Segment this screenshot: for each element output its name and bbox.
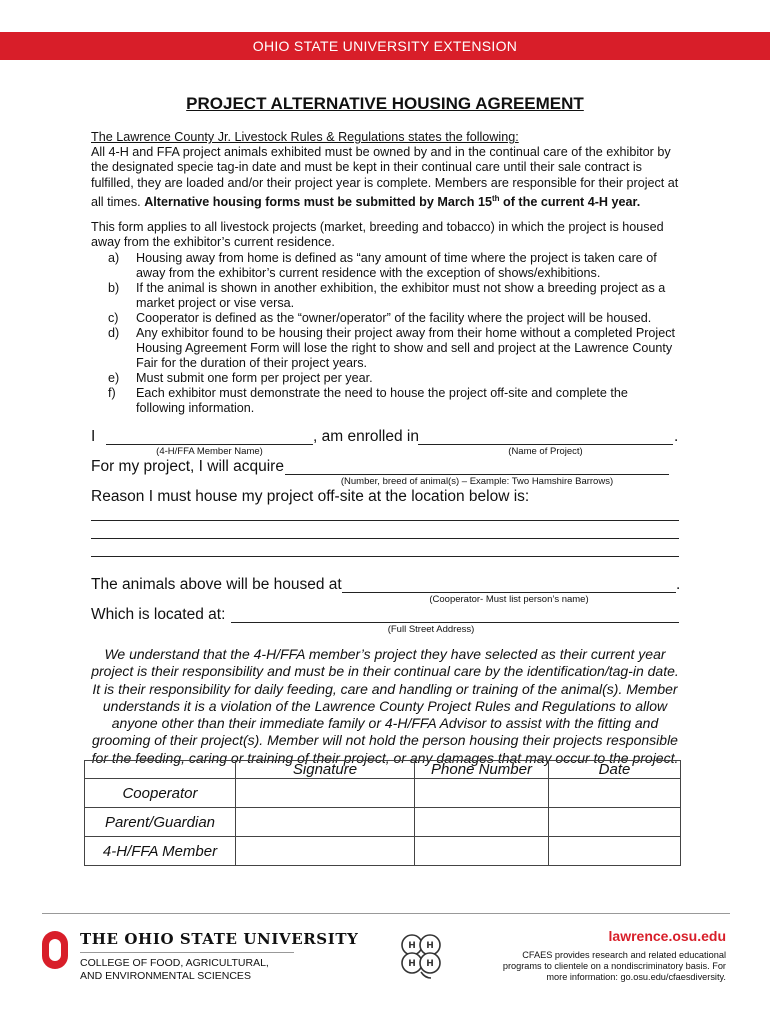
table-header-row <box>85 761 681 779</box>
agreement-statement <box>91 646 679 767</box>
cooperator-field[interactable] <box>342 576 676 593</box>
4h-clover-icon <box>395 928 447 980</box>
statement-line: for the feeding, caring or training of their project, or any damages that may occur to the project. <box>91 749 679 766</box>
intro-line-start: all times. <box>91 195 141 209</box>
scope-line: away from the exhibitor’s current residence. <box>91 235 335 250</box>
reason-line-2[interactable] <box>91 538 679 539</box>
statement-line: We understand that the 4-H/FFA member’s project they have selected as their current year <box>104 646 666 662</box>
rule-item <box>108 371 708 386</box>
reason-label: Reason I must house my project off-site at the location below is: <box>91 488 530 505</box>
cooperator-phone-cell[interactable] <box>415 779 549 808</box>
located-label: Which is located at: <box>91 606 226 623</box>
university-name: THE OHIO STATE UNIVERSITY <box>80 930 359 948</box>
rule-item <box>108 251 708 281</box>
college-name: COLLEGE OF FOOD, AGRICULTURAL, AND ENVIRONMENTAL SCIENCES <box>80 957 269 982</box>
rule-text: Must submit one form per project per year. <box>136 371 373 385</box>
address-hint: (Full Street Address) <box>387 624 475 635</box>
acquire-hint: (Number, breed of animal(s) – Example: Two Hamshire Barrows) <box>340 476 614 487</box>
website-link[interactable]: lawrence.osu.edu <box>608 928 726 944</box>
rule-item <box>108 386 708 416</box>
rule-text: Housing Agreement Form will lose the right to show and sell and project at the Lawrence County <box>136 341 673 355</box>
intro-heading: The Lawrence County Jr. Livestock Rules & Regulations states the following: <box>91 130 519 144</box>
housed-period: . <box>676 576 681 593</box>
table-header-date: Date <box>549 761 681 779</box>
intro-line <box>91 191 691 210</box>
table-header-phone: Phone Number <box>415 761 549 779</box>
signature-table <box>84 760 681 866</box>
rule-text: Any exhibitor found to be housing their project away from their home without a completed Project <box>136 326 676 340</box>
extension-banner: OHIO STATE UNIVERSITY EXTENSION <box>0 32 770 60</box>
svg-text:H: H <box>426 941 434 951</box>
statement-line: project is their responsibility and must be in their continual care by the identification/tag-in date. <box>91 663 679 680</box>
table-row <box>85 808 681 837</box>
rule-item <box>108 311 708 326</box>
footer-divider <box>42 913 730 914</box>
project-name-hint: (Name of Project) <box>508 446 583 457</box>
rule-text: away from the exhibitor’s current residence with the exception of shows/exhibitions. <box>136 266 601 280</box>
statement-line: anyone other than their immediate family or 4-H/FFA Advisor to assist with the fitting and <box>111 715 659 732</box>
svg-text:H: H <box>408 959 416 969</box>
rule-marker: b) <box>108 281 120 295</box>
statement-line: understands it is a violation of the Lawrence County Project Rules and Regulations to allow <box>102 697 668 714</box>
cooperator-date-cell[interactable] <box>549 779 681 808</box>
rule-marker: a) <box>108 251 120 265</box>
table-row <box>85 779 681 808</box>
svg-text:H: H <box>408 941 416 951</box>
housed-label: The animals above will be housed at <box>91 576 342 593</box>
parent-phone-cell[interactable] <box>415 808 549 837</box>
rules-list <box>108 251 708 416</box>
member-name-field[interactable] <box>106 428 313 445</box>
enrolled-label: , am enrolled in <box>313 428 419 445</box>
university-divider <box>80 952 294 953</box>
rule-text: Housing away from home is defined as “any amount of time where the project is taken care of <box>136 251 657 265</box>
parent-signature-cell[interactable] <box>236 808 415 837</box>
rule-item <box>108 281 708 311</box>
intro-line: fulfilled, they are loaded and/or their project year is complete. Members are responsible for their project at <box>91 175 679 190</box>
member-name-hint: (4-H/FFA Member Name) <box>156 446 263 457</box>
i-label: I <box>91 428 96 445</box>
rule-text: Cooperator is defined as the “owner/operator” of the facility where the project will be housed. <box>136 311 652 325</box>
rule-marker: f) <box>108 386 116 400</box>
rule-item <box>108 326 708 371</box>
intro-paragraph <box>91 130 691 210</box>
reason-line-1[interactable] <box>91 520 679 521</box>
rule-text: If the animal is shown in another exhibition, the exhibitor must not show a breeding project as a <box>136 281 666 295</box>
rule-marker: d) <box>108 326 120 340</box>
rule-text: market project or vise versa. <box>136 296 295 310</box>
rule-text: following information. <box>136 401 255 415</box>
page-title: PROJECT ALTERNATIVE HOUSING AGREEMENT <box>186 94 584 113</box>
member-phone-cell[interactable] <box>415 837 549 866</box>
rule-marker: e) <box>108 371 120 385</box>
statement-line: grooming of their project(s). Member will not hold the person housing their projects responsible <box>92 732 678 749</box>
rule-marker: c) <box>108 311 119 325</box>
scope-paragraph <box>91 220 691 250</box>
address-field[interactable] <box>231 606 679 623</box>
member-date-cell[interactable] <box>549 837 681 866</box>
table-header-blank <box>85 761 236 779</box>
row-label-cooperator: Cooperator <box>85 779 236 808</box>
statement-line: It is their responsibility for daily feeding, care and handling or training of the animal(s). Member <box>92 680 678 697</box>
rule-text: Each exhibitor must demonstrate the need to house the project off-site and complete the <box>136 386 628 400</box>
nondiscrimination-statement: CFAES provides research and related educational programs to clientele on a nondiscriminatory basis. For more information: go.osu.edu/cfaesdiversity. <box>502 950 726 982</box>
reason-line-3[interactable] <box>91 556 679 557</box>
enrolled-period: . <box>674 428 679 445</box>
intro-line: the designated specie tag-in date and must be kept in their continual care until their sale contract is <box>91 160 642 175</box>
svg-text:H: H <box>426 959 434 969</box>
project-name-field[interactable] <box>418 428 673 445</box>
row-label-member: 4-H/FFA Member <box>85 837 236 866</box>
acquire-field[interactable] <box>285 458 669 475</box>
osu-block-o-icon <box>42 931 68 969</box>
rule-text: Fair for the duration of their project years. <box>136 356 367 370</box>
cooperator-hint: (Cooperator- Must list person’s name) <box>429 594 589 605</box>
table-row <box>85 837 681 866</box>
parent-date-cell[interactable] <box>549 808 681 837</box>
table-header-signature: Signature <box>236 761 415 779</box>
member-signature-cell[interactable] <box>236 837 415 866</box>
row-label-parent: Parent/Guardian <box>85 808 236 837</box>
intro-line: All 4-H and FFA project animals exhibited must be owned by and in the continual care of the exhibitor by <box>91 145 671 160</box>
cooperator-signature-cell[interactable] <box>236 779 415 808</box>
acquire-label: For my project, I will acquire <box>91 458 284 475</box>
deadline-text: Alternative housing forms must be submitted by March 15th of the current 4-H year. <box>144 193 641 209</box>
scope-line: This form applies to all livestock projects (market, breeding and tobacco) in which the project is housed <box>91 220 664 234</box>
